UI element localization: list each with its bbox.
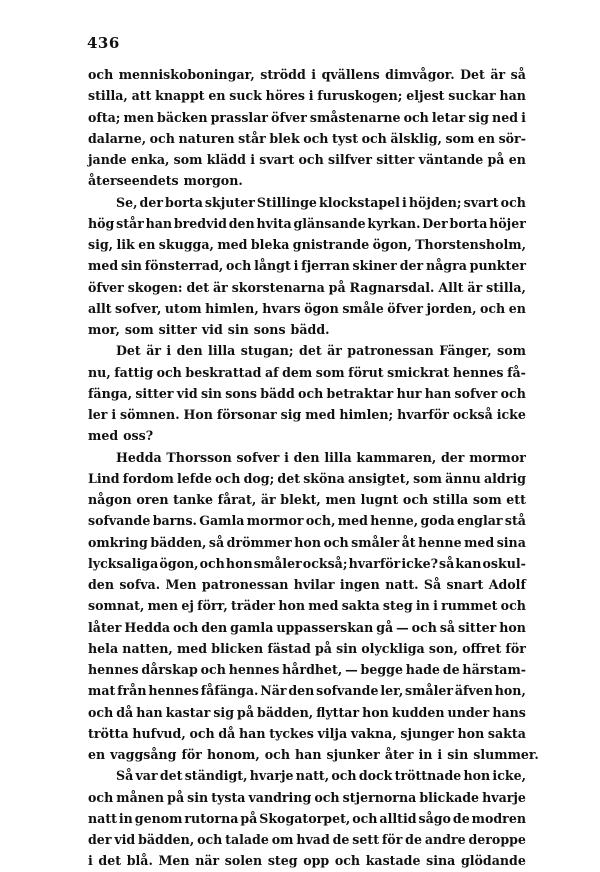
text-line: sig, lik en skugga, med bleka gnistrande ögon, Thorstensholm, xyxy=(88,237,526,252)
text-line: med sin fönsterrad, och långt i fjerran skiner der några punkter xyxy=(88,258,526,274)
text-line: och då han kastar sig på bädden, flyttar hon kudden under hans xyxy=(88,704,526,720)
text-line: en vaggsång för honom, och han sjunker åter in i sin slummer. xyxy=(88,747,539,762)
text-line: och menniskoboningar, strödd i qvällens dimvågor. Det är så xyxy=(88,67,526,82)
text-line: fänga, sitter vid sin sons bädd och betraktar hur han sofver och xyxy=(88,385,526,401)
text-line: lycksaliga ögon, och hon småler också; hvarför icke? så kan oskul- xyxy=(88,555,526,571)
text-line: Lind fordom lefde och dog; det sköna ansigtet, som ännu aldrig xyxy=(88,470,526,486)
text-line: ler i sömnen. Hon försonar sig med himlen; hvarför också icke xyxy=(88,407,526,422)
page-number: 436 xyxy=(87,34,120,52)
text-line: Hedda Thorsson sofver i den lilla kammaren, der mormor xyxy=(116,449,526,465)
text-line: hela natten, med blicken fästad på sin olyckliga son, offret för xyxy=(88,640,526,656)
text-line: Så var det ständigt, hvarje natt, och dock tröttnade hon icke, xyxy=(116,768,526,784)
text-line: någon oren tanke fårat, är blekt, men lugnt och stilla som ett xyxy=(88,492,526,507)
text-line: somnat, men ej förr, träder hon med sakta steg in i rummet och xyxy=(88,598,526,614)
text-line: låter Hedda och den gamla uppasserskan gå — och så sitter hon xyxy=(88,619,526,635)
text-line: ofta; men bäcken prasslar öfver småstenarne och letar sig ned i xyxy=(88,109,526,125)
text-line: natt in genom rutorna på Skogatorpet, och alltid sågo de modren xyxy=(88,810,526,826)
text-line: hög står han bredvid den hvita glänsande kyrkan. Der borta höjer xyxy=(88,215,526,231)
text-line: den sofva. Men patronessan hvilar ingen natt. Så snart Adolf xyxy=(88,577,526,592)
text-line: sofvande barns. Gamla mormor och, med henne, goda englar stå xyxy=(88,513,526,529)
text-line: Se, der borta skjuter Stillinge klockstapel i höjden; svart och xyxy=(116,194,526,210)
text-line: trötta hufvud, och då han tyckes vilja vakna, sjunger hon sakta xyxy=(88,725,526,741)
text-line: och månen på sin tysta vandring och stjernorna blickade hvarje xyxy=(88,789,526,805)
text-line: omkring bädden, så drömmer hon och småler åt henne med sina xyxy=(88,534,526,550)
text-line: nu, fattig och beskrattad af dem som förut smickrat hennes få- xyxy=(88,364,526,380)
text-line: mor, som sitter vid sin sons bädd. xyxy=(88,322,330,337)
text-line: i det blå. Men när solen steg opp och kastade sina glödande xyxy=(88,853,526,869)
text-line: Det är i den lilla stugan; det är patronessan Fänger, som xyxy=(116,343,526,359)
body-text xyxy=(88,64,539,872)
text-line: der vid bädden, och talade om hvad de sett för de andre deroppe xyxy=(88,832,526,847)
text-line: dalarne, och naturen står blek och tyst och älsklig, som en sör- xyxy=(88,130,526,146)
text-line: med oss? xyxy=(88,428,154,444)
text-line: stilla, att knappt en suck höres i furuskogen; eljest suckar han xyxy=(88,88,526,104)
text-line: jande enka, som klädd i svart och silfver sitter väntande på en xyxy=(88,152,526,167)
text-line: allt sofver, utom himlen, hvars ögon småle öfver jorden, och en xyxy=(88,300,526,316)
text-line: mat från hennes fåfänga. När den sofvande ler, småler äfven hon, xyxy=(88,683,526,699)
text-line: återseendets morgon. xyxy=(88,173,243,189)
text-line: öfver skogen: det är skorstenarna på Ragnarsdal. Allt är stilla, xyxy=(88,279,526,295)
text-line: hennes dårskap och hennes hårdhet, — begge hade de härstam- xyxy=(88,662,526,677)
